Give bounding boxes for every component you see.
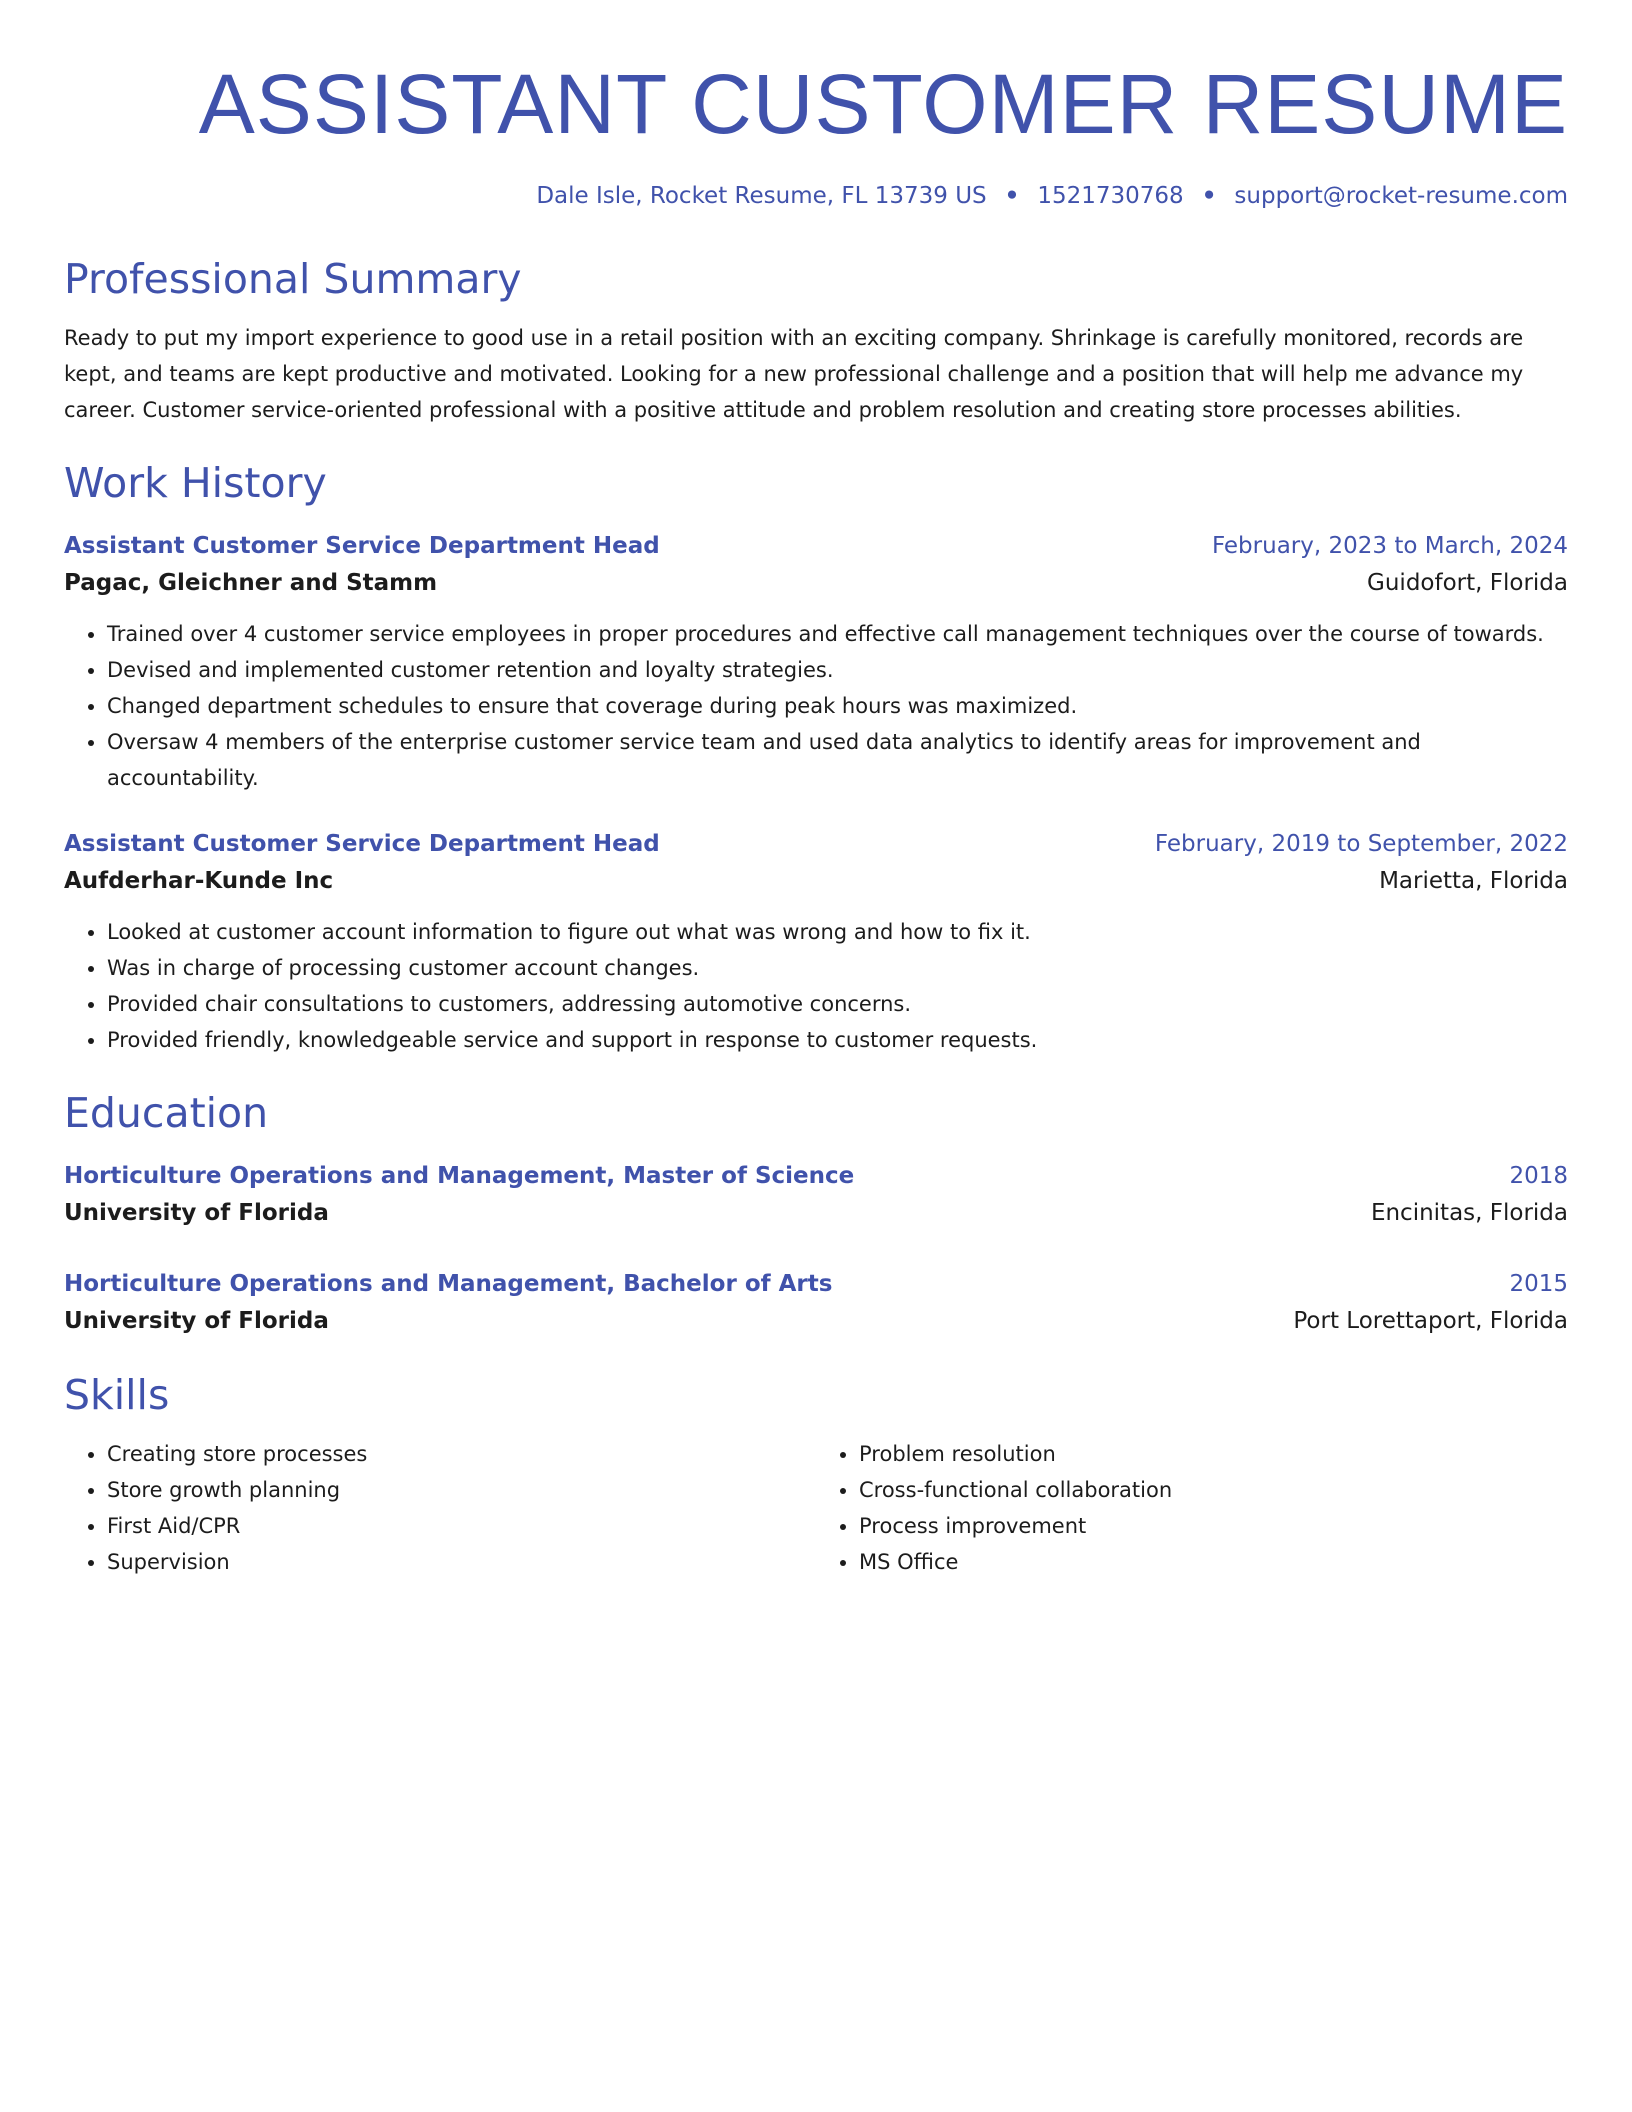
education-year: 2015 — [1509, 1271, 1568, 1297]
contact-address: Dale Isle, Rocket Resume, FL 13739 US — [536, 183, 987, 209]
skills-grid — [64, 1436, 1568, 1580]
skills-list-right — [816, 1436, 1568, 1580]
job-title: Assistant Customer Service Department Head — [64, 831, 660, 857]
skill-item: • Store growth planning — [107, 1472, 816, 1508]
contact-email: support@rocket-resume.com — [1234, 183, 1568, 209]
summary-text: Ready to put my import experience to good use in a retail position with an exciting company. Shrinkage is carefully monitored, records are kept, and teams are kept productive and motivated. Looking for a new professional challenge and a position that will help me advance my career. Customer service-oriented professional with a positive attitude and problem resolution and creating store processes abilities. — [64, 326, 1524, 422]
job-bullet: • Devised and implemented customer retention and loyalty strategies. — [107, 652, 1568, 688]
job-bullets — [64, 914, 1568, 1058]
job-bullet: • Looked at customer account information to figure out what was wrong and how to fix it. — [107, 914, 1568, 950]
skill-item: • First Aid/CPR — [107, 1508, 816, 1544]
education-school: University of Florida — [64, 1200, 329, 1226]
skill-item: • Cross-functional collaboration — [859, 1472, 1568, 1508]
education-degree: Horticulture Operations and Management, Master of Science — [64, 1163, 855, 1189]
education-school: University of Florida — [64, 1308, 329, 1334]
education-entry — [64, 1158, 1568, 1232]
education-heading: Education — [64, 1089, 269, 1137]
job-bullets — [64, 616, 1568, 796]
skill-item: • Process improvement — [859, 1508, 1568, 1544]
job-dates: February, 2023 to March, 2024 — [1211, 533, 1568, 559]
job-bullet: • Oversaw 4 members of the enterprise customer service team and used data analytics to identify areas for improvement and accountability. — [107, 724, 1568, 796]
job-location: Marietta, Florida — [1379, 868, 1568, 894]
contact-separator: • — [1201, 183, 1217, 209]
skill-item: • Supervision — [107, 1544, 816, 1580]
education-location: Encinitas, Florida — [1370, 1200, 1568, 1226]
job-bullet: • Was in charge of processing customer account changes. — [107, 950, 1568, 986]
job-company: Pagac, Gleichner and Stamm — [64, 570, 438, 596]
education-year: 2018 — [1509, 1163, 1568, 1189]
job-location: Guidofort, Florida — [1367, 570, 1568, 596]
contact-phone: 1521730768 — [1037, 183, 1184, 209]
work-history-heading: Work History — [64, 459, 327, 507]
job-bullet: • Provided friendly, knowledgeable service and support in response to customer requests. — [107, 1022, 1568, 1058]
resume-title: ASSISTANT CUSTOMER RESUME — [198, 57, 1568, 151]
education-entry — [64, 1266, 1568, 1340]
skills-heading: Skills — [64, 1371, 170, 1419]
education-degree: Horticulture Operations and Management, Bachelor of Arts — [64, 1271, 833, 1297]
job-bullet: • Changed department schedules to ensure that coverage during peak hours was maximized. — [107, 688, 1568, 724]
job-entry — [64, 528, 1568, 796]
skill-item: • Creating store processes — [107, 1436, 816, 1472]
skill-item: • MS Office — [859, 1544, 1568, 1580]
contact-separator: • — [1004, 183, 1020, 209]
job-bullet: • Provided chair consultations to customers, addressing automotive concerns. — [107, 986, 1568, 1022]
summary-heading: Professional Summary — [64, 255, 522, 303]
job-dates: February, 2019 to September, 2022 — [1154, 831, 1568, 857]
job-title: Assistant Customer Service Department Head — [64, 533, 660, 559]
education-location: Port Lorettaport, Florida — [1293, 1308, 1568, 1334]
job-company: Aufderhar-Kunde Inc — [64, 868, 334, 894]
contact-line — [64, 180, 1568, 212]
skills-list-left — [64, 1436, 816, 1580]
job-entry — [64, 826, 1568, 1058]
job-bullet: • Trained over 4 customer service employees in proper procedures and effective call management techniques over the course of towards. — [107, 616, 1568, 652]
skill-item: • Problem resolution — [859, 1436, 1568, 1472]
